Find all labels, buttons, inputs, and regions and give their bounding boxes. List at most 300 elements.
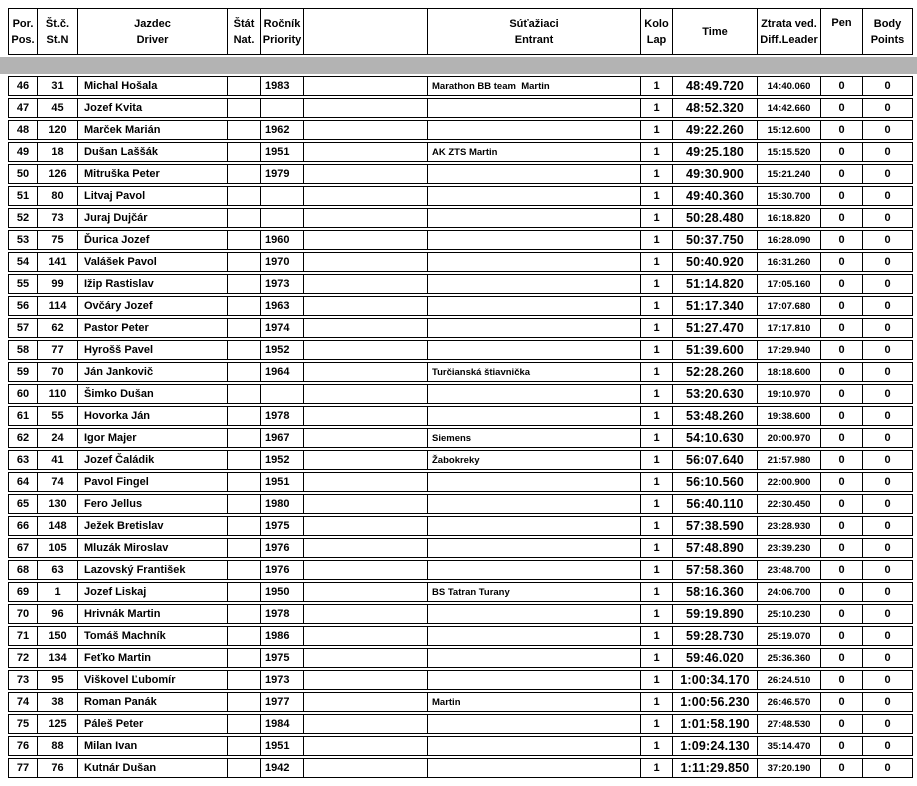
cell-lap: 1 [641,231,673,249]
cell-year: 1978 [261,605,304,623]
cell-lap: 1 [641,407,673,425]
cell-driver: Igor Majer [78,429,228,447]
cell-diff-leader: 19:10.970 [758,385,821,403]
cell-start-number: 110 [38,385,78,403]
cell-diff-leader: 25:36.360 [758,649,821,667]
table-row [8,406,913,426]
cell-nationality [228,583,261,601]
table-row [8,560,913,580]
cell-driver: Mluzák Miroslav [78,539,228,557]
cell-penalty: 0 [821,451,863,469]
cell-blank [304,693,428,711]
cell-position: 46 [9,77,38,95]
cell-nationality [228,495,261,513]
cell-driver: Valášek Pavol [78,253,228,271]
cell-entrant: Turčianská štiavnička [428,363,641,381]
cell-diff-leader: 16:31.260 [758,253,821,271]
cell-start-number: 31 [38,77,78,95]
cell-year: 1974 [261,319,304,337]
cell-nationality [228,99,261,117]
cell-driver: Kutnár Dušan [78,759,228,777]
cell-driver: Hyrošš Pavel [78,341,228,359]
cell-start-number: 77 [38,341,78,359]
table-row [8,340,913,360]
cell-entrant [428,605,641,623]
cell-time: 49:22.260 [673,121,758,139]
cell-entrant: Siemens [428,429,641,447]
cell-entrant: Žabokreky [428,451,641,469]
cell-entrant [428,165,641,183]
header-cell-position: Por. Pos. [9,9,38,54]
cell-points: 0 [884,344,891,356]
cell-driver: Jozef Liskaj [78,583,228,601]
cell-nationality [228,649,261,667]
cell-start-number: 130 [38,495,78,513]
cell-year: 1967 [261,429,304,447]
cell-position: 67 [9,539,38,557]
cell-entrant: Martin [428,693,641,711]
cell-points: 0 [884,718,891,730]
cell-driver: Feťko Martin [78,649,228,667]
cell-start-number: 63 [38,561,78,579]
cell-time: 1:00:34.170 [673,671,758,689]
cell-start-number: 80 [38,187,78,205]
cell-penalty: 0 [821,561,863,579]
table-row [8,450,913,470]
cell-points: 0 [884,520,891,532]
cell-diff-leader: 25:10.230 [758,605,821,623]
cell-penalty: 0 [821,429,863,447]
cell-year: 1977 [261,693,304,711]
cell-year: 1942 [261,759,304,777]
cell-nationality [228,693,261,711]
table-row [8,142,913,162]
cell-nationality [228,341,261,359]
cell-blank [304,77,428,95]
cell-nationality [228,473,261,491]
cell-time: 57:38.590 [673,517,758,535]
cell-lap: 1 [641,319,673,337]
cell-driver: Tomáš Machník [78,627,228,645]
cell-year: 1975 [261,649,304,667]
cell-blank [304,517,428,535]
cell-diff-leader: 23:28.930 [758,517,821,535]
cell-lap: 1 [641,759,673,777]
cell-driver: Roman Panák [78,693,228,711]
cell-blank [304,297,428,315]
cell-points: 0 [884,696,891,708]
cell-start-number: 38 [38,693,78,711]
table-body [8,76,913,778]
cell-entrant [428,627,641,645]
cell-start-number: 99 [38,275,78,293]
cell-time: 1:09:24.130 [673,737,758,755]
cell-diff-leader: 16:18.820 [758,209,821,227]
cell-year [261,209,304,227]
cell-diff-leader: 26:24.510 [758,671,821,689]
cell-position: 50 [9,165,38,183]
cell-diff-leader: 15:15.520 [758,143,821,161]
cell-nationality [228,759,261,777]
cell-entrant: Marathon BB team Martin [428,77,641,95]
cell-start-number: 126 [38,165,78,183]
cell-time: 59:46.020 [673,649,758,667]
cell-points: 0 [884,124,891,136]
cell-lap: 1 [641,385,673,403]
cell-year: 1951 [261,473,304,491]
cell-blank [304,319,428,337]
cell-penalty: 0 [821,715,863,733]
cell-position: 49 [9,143,38,161]
cell-blank [304,187,428,205]
cell-blank [304,451,428,469]
cell-driver: Dušan Laššák [78,143,228,161]
header-cell-lap: Kolo Lap [641,9,673,54]
cell-lap: 1 [641,99,673,117]
cell-diff-leader: 23:48.700 [758,561,821,579]
cell-points: 0 [884,212,891,224]
cell-diff-leader: 16:28.090 [758,231,821,249]
cell-lap: 1 [641,693,673,711]
table-row [8,362,913,382]
cell-position: 52 [9,209,38,227]
cell-diff-leader: 17:29.940 [758,341,821,359]
cell-nationality [228,275,261,293]
cell-entrant [428,99,641,117]
cell-blank [304,539,428,557]
header-cell-driver: Jazdec Driver [78,9,228,54]
cell-penalty: 0 [821,407,863,425]
cell-position: 69 [9,583,38,601]
cell-penalty: 0 [821,605,863,623]
cell-nationality [228,517,261,535]
table-row [8,648,913,668]
cell-nationality [228,231,261,249]
cell-start-number: 18 [38,143,78,161]
cell-driver: Šimko Dušan [78,385,228,403]
cell-year: 1950 [261,583,304,601]
header-cell-penalty: Pen [821,9,863,54]
cell-points: 0 [884,674,891,686]
cell-position: 56 [9,297,38,315]
cell-penalty: 0 [821,737,863,755]
table-row [8,582,913,602]
cell-start-number: 73 [38,209,78,227]
cell-year: 1975 [261,517,304,535]
cell-time: 1:00:56.230 [673,693,758,711]
cell-time: 56:40.110 [673,495,758,513]
cell-position: 62 [9,429,38,447]
cell-start-number: 148 [38,517,78,535]
table-row [8,472,913,492]
cell-year: 1963 [261,297,304,315]
cell-nationality [228,121,261,139]
cell-nationality [228,539,261,557]
cell-penalty: 0 [821,319,863,337]
cell-entrant [428,539,641,557]
cell-year: 1973 [261,671,304,689]
cell-penalty: 0 [821,539,863,557]
cell-blank [304,627,428,645]
cell-start-number: 88 [38,737,78,755]
header-cell-time: Time [673,9,758,54]
cell-time: 56:10.560 [673,473,758,491]
cell-penalty: 0 [821,77,863,95]
cell-points: 0 [884,234,891,246]
cell-position: 57 [9,319,38,337]
cell-year: 1951 [261,737,304,755]
cell-position: 75 [9,715,38,733]
cell-driver: Ižip Rastislav [78,275,228,293]
cell-blank [304,407,428,425]
table-row [8,296,913,316]
cell-diff-leader: 17:17.810 [758,319,821,337]
table-row [8,692,913,712]
cell-driver: Litvaj Pavol [78,187,228,205]
cell-nationality [228,715,261,733]
cell-start-number: 45 [38,99,78,117]
cell-points: 0 [884,432,891,444]
cell-diff-leader: 27:48.530 [758,715,821,733]
cell-start-number: 55 [38,407,78,425]
cell-points: 0 [884,762,891,774]
cell-nationality [228,451,261,469]
cell-blank [304,253,428,271]
cell-time: 50:28.480 [673,209,758,227]
cell-driver: Ján Jankovič [78,363,228,381]
cell-time: 51:27.470 [673,319,758,337]
cell-diff-leader: 17:07.680 [758,297,821,315]
cell-lap: 1 [641,429,673,447]
cell-entrant [428,319,641,337]
cell-lap: 1 [641,297,673,315]
table-row [8,670,913,690]
cell-year: 1984 [261,715,304,733]
cell-start-number: 74 [38,473,78,491]
cell-blank [304,429,428,447]
cell-position: 48 [9,121,38,139]
cell-lap: 1 [641,649,673,667]
cell-year: 1964 [261,363,304,381]
cell-points: 0 [884,168,891,180]
cell-start-number: 125 [38,715,78,733]
cell-lap: 1 [641,627,673,645]
cell-year: 1951 [261,143,304,161]
cell-time: 58:16.360 [673,583,758,601]
table-row [8,626,913,646]
cell-nationality [228,363,261,381]
cell-year [261,385,304,403]
cell-lap: 1 [641,275,673,293]
cell-blank [304,759,428,777]
cell-blank [304,583,428,601]
cell-diff-leader: 37:20.190 [758,759,821,777]
cell-start-number: 105 [38,539,78,557]
cell-entrant [428,341,641,359]
cell-points: 0 [884,564,891,576]
cell-position: 70 [9,605,38,623]
cell-year: 1979 [261,165,304,183]
table-row [8,758,913,778]
cell-entrant [428,209,641,227]
cell-lap: 1 [641,165,673,183]
cell-penalty: 0 [821,143,863,161]
cell-position: 60 [9,385,38,403]
cell-start-number: 114 [38,297,78,315]
cell-nationality [228,605,261,623]
cell-nationality [228,319,261,337]
cell-driver: Pavol Fingel [78,473,228,491]
header-cell-start-number: Št.č. St.N [38,9,78,54]
cell-blank [304,341,428,359]
cell-start-number: 1 [38,583,78,601]
cell-points: 0 [884,630,891,642]
cell-position: 65 [9,495,38,513]
cell-points: 0 [884,256,891,268]
cell-points: 0 [884,146,891,158]
cell-penalty: 0 [821,759,863,777]
header-cell-nationality: Štát Nat. [228,9,261,54]
header-cell-points: Body Points [870,17,905,46]
cell-time: 51:39.600 [673,341,758,359]
cell-position: 54 [9,253,38,271]
cell-year [261,99,304,117]
table-row [8,208,913,228]
cell-position: 77 [9,759,38,777]
cell-entrant [428,649,641,667]
cell-position: 74 [9,693,38,711]
table-row [8,604,913,624]
cell-driver: Ježek Bretislav [78,517,228,535]
cell-diff-leader: 14:40.060 [758,77,821,95]
cell-position: 66 [9,517,38,535]
cell-lap: 1 [641,539,673,557]
cell-points: 0 [884,608,891,620]
cell-diff-leader: 19:38.600 [758,407,821,425]
cell-penalty: 0 [821,253,863,271]
cell-points: 0 [884,388,891,400]
cell-penalty: 0 [821,517,863,535]
table-row [8,120,913,140]
cell-points: 0 [884,190,891,202]
cell-driver: Hrivnák Martin [78,605,228,623]
cell-time: 52:28.260 [673,363,758,381]
cell-lap: 1 [641,253,673,271]
cell-penalty: 0 [821,187,863,205]
cell-lap: 1 [641,209,673,227]
cell-driver: Jozef Čaládik [78,451,228,469]
table-row [8,98,913,118]
table-row [8,384,913,404]
cell-entrant: BS Tatran Turany [428,583,641,601]
cell-penalty: 0 [821,583,863,601]
cell-entrant [428,495,641,513]
cell-penalty: 0 [821,99,863,117]
cell-penalty: 0 [821,385,863,403]
cell-start-number: 141 [38,253,78,271]
cell-diff-leader: 22:30.450 [758,495,821,513]
cell-driver: Fero Jellus [78,495,228,513]
table-row [8,318,913,338]
cell-entrant [428,473,641,491]
cell-entrant [428,253,641,271]
cell-points: 0 [884,740,891,752]
cell-lap: 1 [641,143,673,161]
cell-blank [304,649,428,667]
cell-points: 0 [884,542,891,554]
cell-penalty: 0 [821,165,863,183]
cell-start-number: 24 [38,429,78,447]
cell-diff-leader: 21:57.980 [758,451,821,469]
cell-year: 1980 [261,495,304,513]
cell-points: 0 [884,586,891,598]
cell-penalty: 0 [821,649,863,667]
cell-blank [304,605,428,623]
cell-diff-leader: 26:46.570 [758,693,821,711]
cell-entrant [428,561,641,579]
cell-position: 71 [9,627,38,645]
cell-points: 0 [884,454,891,466]
cell-driver: Jozef Kvita [78,99,228,117]
cell-nationality [228,253,261,271]
cell-penalty: 0 [821,297,863,315]
cell-points: 0 [884,300,891,312]
cell-time: 48:52.320 [673,99,758,117]
cell-driver: Milan Ivan [78,737,228,755]
cell-blank [304,671,428,689]
cell-lap: 1 [641,605,673,623]
cell-diff-leader: 15:30.700 [758,187,821,205]
cell-lap: 1 [641,561,673,579]
cell-lap: 1 [641,473,673,491]
cell-year: 1976 [261,539,304,557]
cell-nationality [228,627,261,645]
cell-position: 55 [9,275,38,293]
cell-entrant [428,231,641,249]
cell-entrant [428,407,641,425]
cell-nationality [228,737,261,755]
cell-driver: Hovorka Ján [78,407,228,425]
cell-driver: Lazovský František [78,561,228,579]
cell-points: 0 [884,366,891,378]
cell-entrant [428,297,641,315]
cell-year: 1960 [261,231,304,249]
cell-time: 56:07.640 [673,451,758,469]
cell-entrant: AK ZTS Martin [428,143,641,161]
cell-blank [304,495,428,513]
cell-blank [304,99,428,117]
cell-points: 0 [884,102,891,114]
cell-diff-leader: 25:19.070 [758,627,821,645]
cell-year: 1952 [261,341,304,359]
cell-entrant [428,671,641,689]
cell-diff-leader: 22:00.900 [758,473,821,491]
cell-position: 68 [9,561,38,579]
cell-blank [304,561,428,579]
table-row [8,230,913,250]
cell-penalty: 0 [821,121,863,139]
cell-year: 1952 [261,451,304,469]
cell-entrant [428,517,641,535]
header-cell-year: Ročník Priority [261,9,304,54]
cell-diff-leader: 35:14.470 [758,737,821,755]
cell-nationality [228,561,261,579]
cell-position: 59 [9,363,38,381]
cell-diff-leader: 23:39.230 [758,539,821,557]
cell-diff-leader: 18:18.600 [758,363,821,381]
cell-penalty: 0 [821,627,863,645]
cell-penalty: 0 [821,275,863,293]
